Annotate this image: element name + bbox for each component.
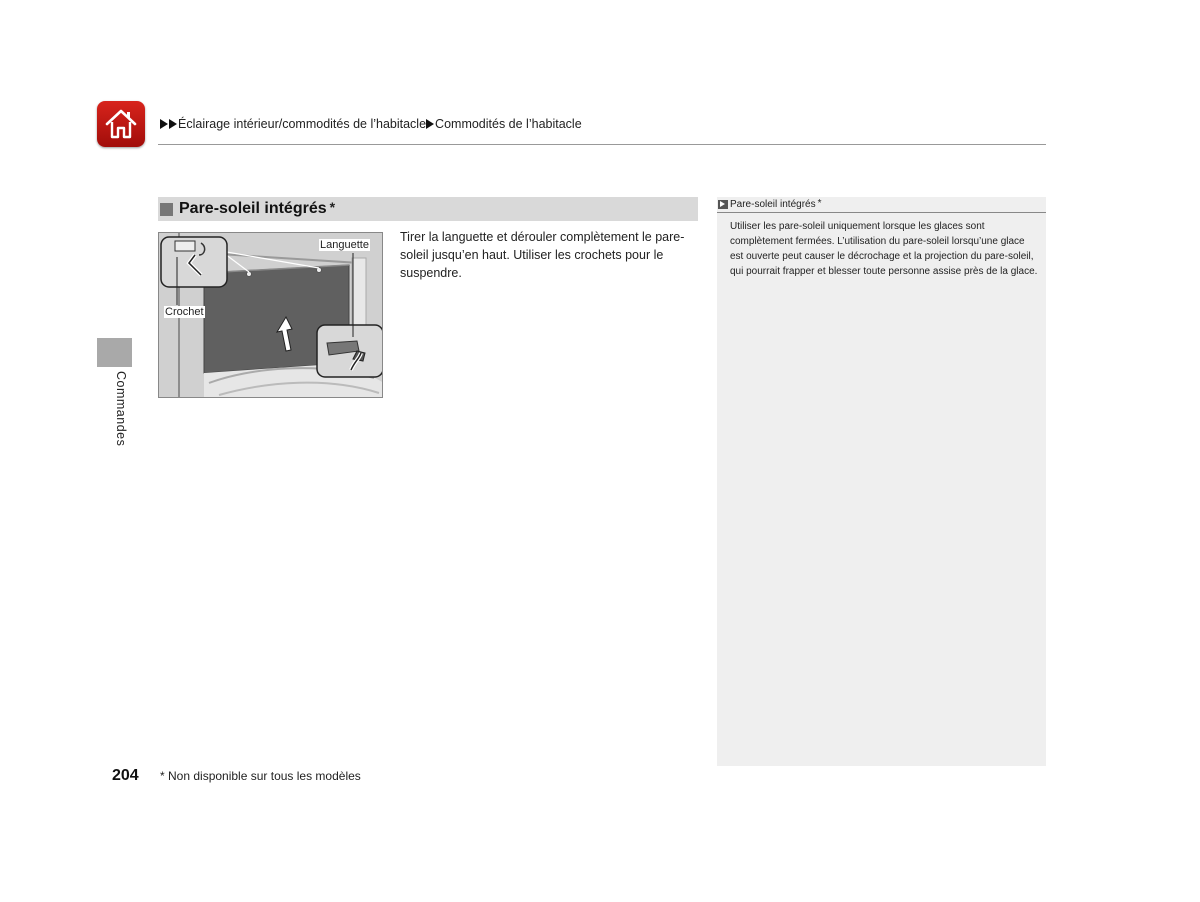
crochet-label: Crochet xyxy=(165,306,204,318)
breadcrumb xyxy=(160,117,582,131)
sunshade-illustration xyxy=(158,232,383,398)
sidebar-note xyxy=(717,197,1046,766)
side-tab-label: Commandes xyxy=(114,371,128,447)
sidebar-note-text: Utiliser les pare-soleil uniquement lorsque les glaces sont complètement fermées. L’utilisation du pare-soleil lorsqu’une glace est ouverte peut causer le décrochage et la projection du pare-soleil, qui pourrait frapper et blesser toute personne assise près de la glace. xyxy=(730,221,1038,277)
section-header xyxy=(158,197,698,221)
sidebar-note-asterisk: * xyxy=(817,198,822,209)
sidebar-note-icon xyxy=(718,200,728,209)
section-asterisk: * xyxy=(329,199,336,215)
breadcrumb-arrow-icon xyxy=(160,119,168,129)
footnote: * Non disponible sur tous les modèles xyxy=(160,769,361,783)
sidebar-note-header xyxy=(717,197,1046,213)
instruction-text: Tirer la languette et dérouler complètement le pare-soleil jusqu’en haut. Utiliser les crochets pour le suspendre. xyxy=(400,230,685,280)
home-icon xyxy=(104,108,138,140)
page-number: 204 xyxy=(112,767,139,784)
side-tab-marker[interactable] xyxy=(97,338,132,367)
breadcrumb-current-link[interactable]: Commodités de l’habitacle xyxy=(435,117,582,131)
sidebar-note-title: Pare-soleil intégrés xyxy=(730,199,816,210)
section-title: Pare-soleil intégrés xyxy=(179,200,327,217)
breadcrumb-arrow-icon xyxy=(426,119,434,129)
header-divider xyxy=(158,144,1046,145)
section-square-icon xyxy=(160,203,173,216)
breadcrumb-arrow-icon xyxy=(169,119,177,129)
languette-label: Languette xyxy=(320,239,369,251)
home-button[interactable] xyxy=(97,101,145,147)
breadcrumb-parent-link[interactable]: Éclairage intérieur/commodités de l’habitacle xyxy=(178,117,427,131)
